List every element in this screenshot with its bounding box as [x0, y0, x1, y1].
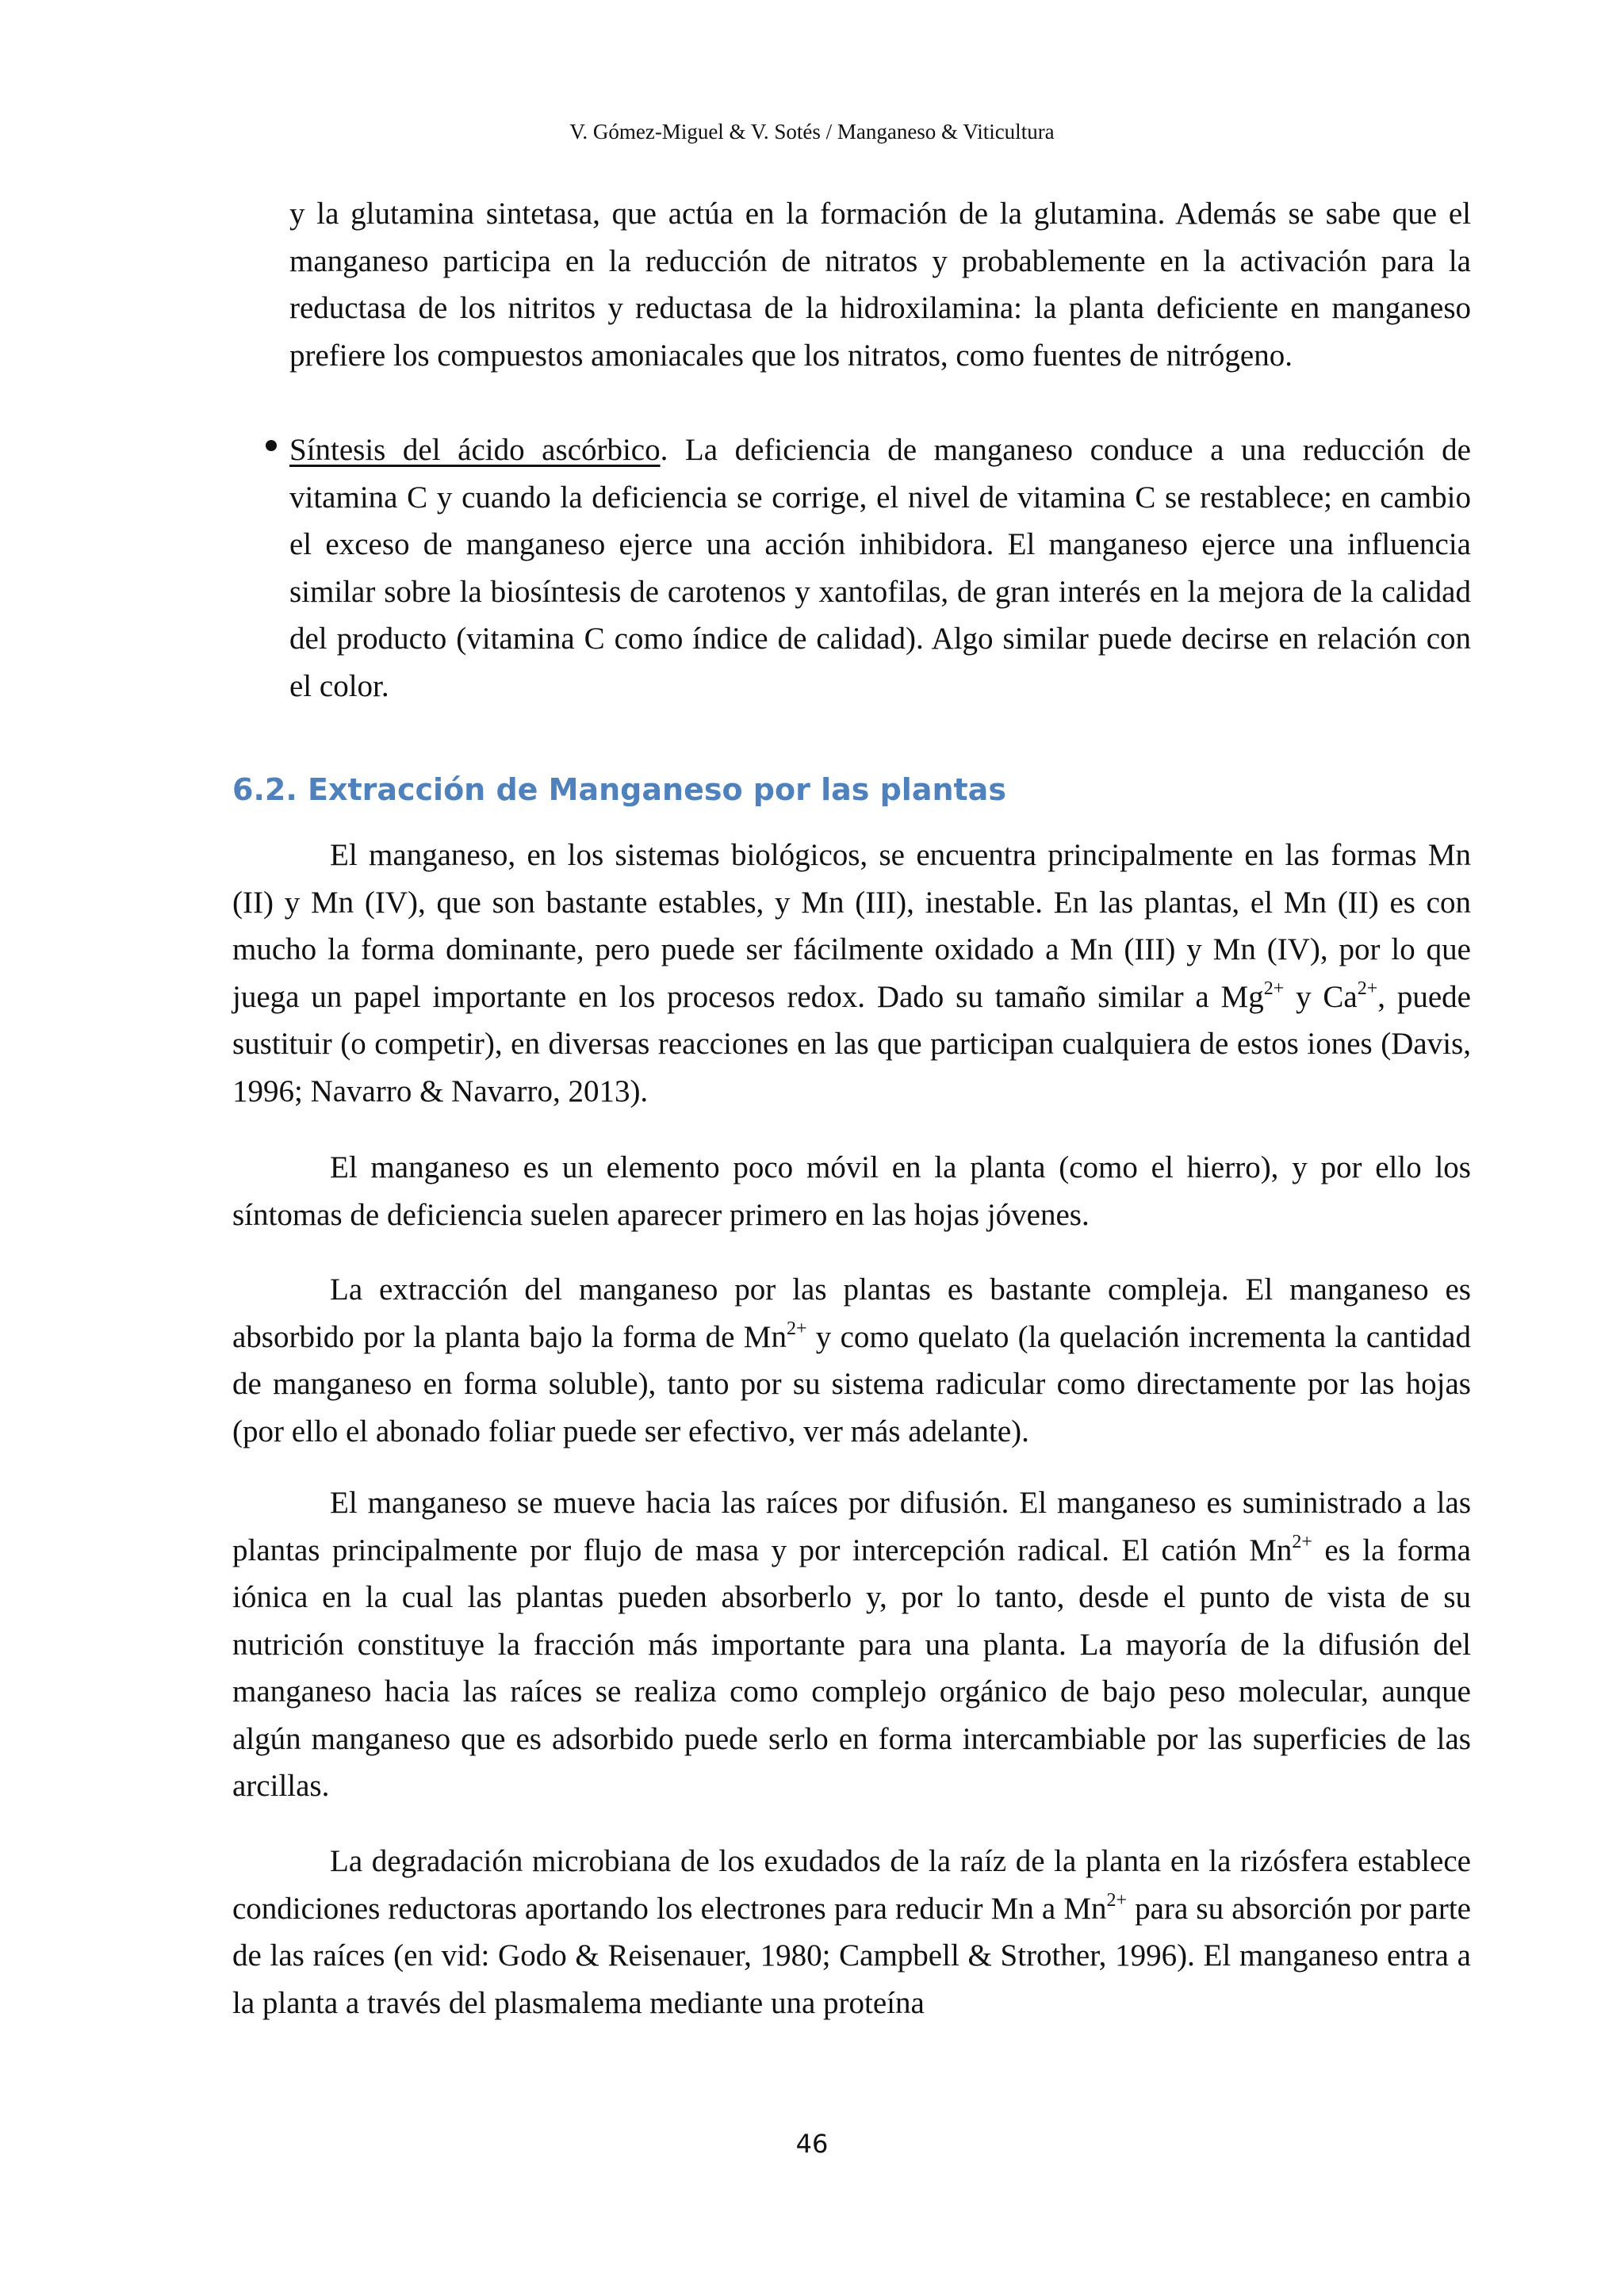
running-header: V. Gómez-Miguel & V. Sotés / Manganeso & Viticultura — [569, 120, 1055, 144]
paragraph-5-text-b: para su absorción por parte de las raíces (en vid: Godo & Reisenauer, 1980; Campbell & Strother, 1996). El manganeso entra a la planta a través del plasmalema mediante una proteína — [232, 1891, 1471, 2020]
paragraph-4 — [232, 1479, 1471, 1810]
superscript-charge: 2+ — [1292, 1531, 1312, 1552]
paragraph-3 — [232, 1266, 1471, 1455]
superscript-charge: 2+ — [786, 1318, 807, 1339]
superscript-charge: 2+ — [1106, 1889, 1128, 1911]
paragraph-3-text-a: La extracción del manganeso por las plantas es bastante compleja. El manganeso es absorbido por la planta bajo la forma de Mn — [232, 1272, 1471, 1354]
paragraph-1-text-a: El manganeso, en los sistemas biológicos, se encuentra principalmente en las formas Mn (II) y Mn (IV), que son bastante estables, y Mn (III), inestable. En las plantas, el Mn (II) es con mucho la forma dominante, pero puede ser fácilmente oxidado a Mn (III) y Mn (IV), por lo que juega un papel importante en los procesos redox. Dado su tamaño similar a Mg — [232, 838, 1471, 1014]
continuation-paragraph: y la glutamina sintetasa, que actúa en la formación de la glutamina. Además se sabe que el manganeso participa en la reducción de nitratos y probablemente en la activación para la reductasa de los nitritos y reductasa de la hidroxilamina: la planta deficiente en manganeso prefiere los compuestos amoniacales que los nitratos, como fuentes de nitrógeno. — [289, 197, 1471, 373]
bullet-text: . La deficiencia de manganeso conduce a una reducción de vitamina C y cuando la deficiencia se corrige, el nivel de vitamina C se restablece; en cambio el exceso de manganeso ejerce una acción inhibidora. El manganeso ejerce una influencia similar sobre la biosíntesis de carotenos y xantofilas, de gran interés en la mejora de la calidad del producto (vitamina C como índice de calidad). Algo similar puede decirse en relación con el color. — [289, 433, 1471, 703]
paragraph-5 — [232, 1838, 1471, 2026]
paragraph-3-text-b: y como quelato (la quelación incrementa la cantidad de manganeso en forma soluble), tanto por su sistema radicular como directamente por las hojas (por ello el abonado foliar puede ser efectivo, ver más adelante). — [232, 1319, 1471, 1448]
page-number: 46 — [795, 2129, 829, 2159]
bullet-item-ascorbic-acid — [289, 427, 1471, 710]
paragraph-1-text-c: , puede sustituir (o competir), en diversas reacciones en las que participan cualquiera de estos iones (Davis, 1996; Navarro & Navarro, 2013). — [232, 979, 1471, 1108]
section-heading: 6.2. Extracción de Manganeso por las plantas — [232, 772, 1006, 807]
superscript-charge: 2+ — [1357, 978, 1378, 999]
bullet-title: Síntesis del ácido ascórbico — [289, 433, 661, 467]
paragraph-4-text-b: es la forma iónica en la cual las plantas pueden absorberlo y, por lo tanto, desde el punto de vista de su nutrición constituye la fracción más importante para una planta. La mayoría de la difusión del manganeso hacia las raíces se realiza como complejo orgánico de bajo peso molecular, aunque algún manganeso que es adsorbido puede serlo en forma intercambiable por las superficies de las arcillas. — [232, 1533, 1471, 1803]
superscript-charge: 2+ — [1263, 978, 1285, 999]
bullet-dot-icon — [266, 440, 277, 451]
paragraph-5-text-a: La degradación microbiana de los exudados de la raíz de la planta en la rizósfera establece condiciones reductoras aportando los electrones para reducir Mn a Mn — [232, 1844, 1471, 1926]
paragraph-4-text-a: El manganeso se mueve hacia las raíces por difusión. El manganeso es suministrado a las plantas principalmente por flujo de masa y por intercepción radical. El catión Mn — [232, 1486, 1471, 1567]
paragraph-1 — [232, 832, 1471, 1115]
paragraph-2: El manganeso es un elemento poco móvil en la planta (como el hierro), y por ello los síntomas de deficiencia suelen aparecer primero en las hojas jóvenes. — [232, 1150, 1471, 1232]
paragraph-1-text-b: y Ca — [1284, 979, 1358, 1014]
